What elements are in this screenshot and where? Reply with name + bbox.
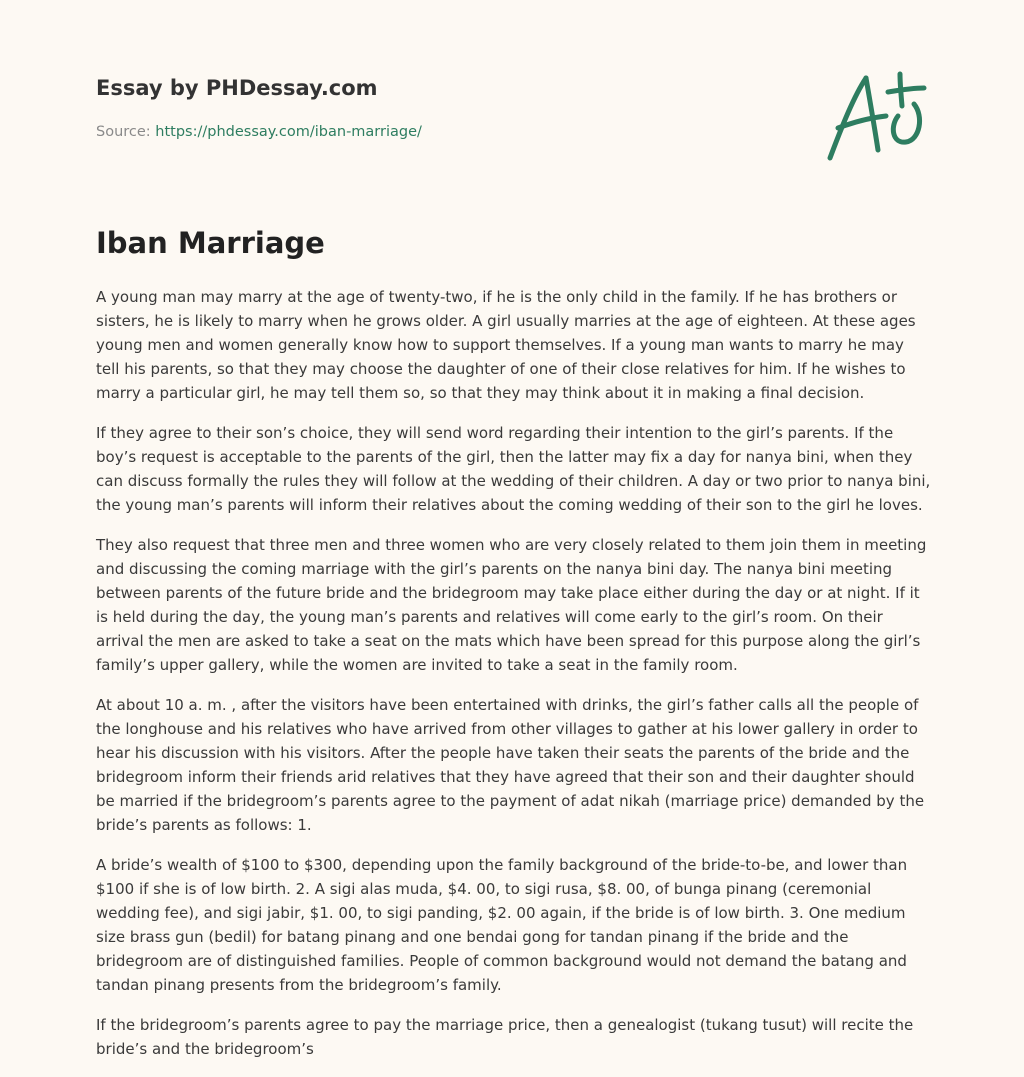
essay-paragraph: At about 10 a. m. , after the visitors have been entertained with drinks, the girl’s father calls all the people of the longhouse and his relatives who have arrived from other villages to gather at his lower gallery in order to hear his discussion with his visitors. After the people have taken their seats the parents of the bride and the bridegroom inform their friends arid relatives that they have agreed that their son and their daughter should be married if the bridegroom’s parents agree to the payment of adat nikah (marriage price) demanded by the bride’s parents as follows: 1. — [96, 696, 925, 834]
essay-paragraph: A young man may marry at the age of twenty-two, if he is the only child in the family. If he has brothers or sisters, he is likely to marry when he grows older. A girl usually marries at the age of eighteen. At these ages young men and women generally know how to support themselves. If a young man wants to marry he may tell his parents, so that they may choose the daughter of one of their close relatives for him. If he wishes to marry a particular girl, he may tell them so, so that they may think about it in making a final decision. — [96, 288, 916, 402]
source-line — [96, 124, 422, 140]
essay-body — [96, 285, 932, 1077]
source-link[interactable]: https://phdessay.com/iban-marriage/ — [155, 124, 422, 140]
essay-paragraph: A bride’s wealth of $100 to $300, depending upon the family background of the bride-to-be, and lower than $100 if she is of low birth. 2. A sigi alas muda, $4. 00, to sigi rusa, $8. 00, of bunga pinang (ceremonial wedding fee), and sigi jabir, $1. 00, to sigi panding, $2. 00 again, if the bride is of low birth. 3. One medium size brass gun (bedil) for batang pinang and one bendai gong for tandan pinang if the bride and the bridegroom are of distinguished families. People of common background would not demand the batang and tandan pinang presents from the bridegroom’s family. — [96, 856, 908, 994]
source-label: Source: — [96, 124, 151, 140]
essay-paragraph: If the bridegroom’s parents agree to pay the marriage price, then a genealogist (tukang tusut) will recite the bride’s and the bridegroom’s — [96, 1016, 914, 1058]
a-plus-logo-icon — [820, 66, 930, 166]
essay-paragraph: They also request that three men and three women who are very closely related to them join them in meeting and discussing the coming marriage with the girl’s parents on the nanya bini day. The nanya bini meeting between parents of the future bride and the bridegroom may take place either during the day or at night. If it is held during the day, the young man’s parents and relatives will come early to the girl’s room. On their arrival the men are asked to take a seat on the mats which have been spread for this purpose along the girl’s family’s upper gallery, while the women are invited to take a seat in the family room. — [96, 536, 927, 674]
essay-paragraph: If they agree to their son’s choice, they will send word regarding their intention to the girl’s parents. If the boy’s request is acceptable to the parents of the girl, then the latter may fix a day for nanya bini, when they can discuss formally the rules they will follow at the wedding of their children. A day or two prior to nanya bini, the young man’s parents will inform their relatives about the coming wedding of their son to the girl he loves. — [96, 424, 931, 514]
essay-title: Iban Marriage — [96, 226, 325, 260]
site-title: Essay by PHDessay.com — [96, 76, 378, 100]
